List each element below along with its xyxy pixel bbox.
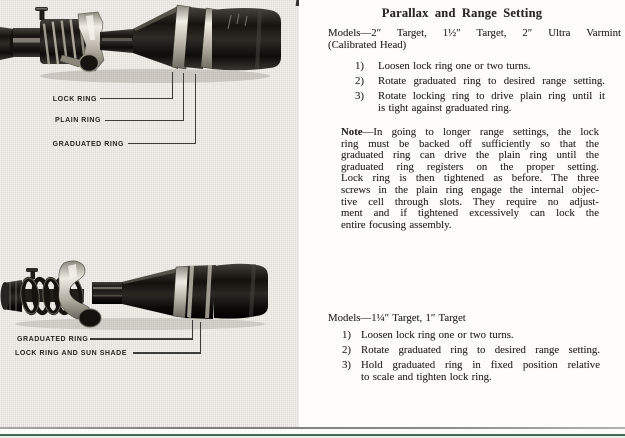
leader-line xyxy=(192,320,193,339)
step-item xyxy=(355,61,605,73)
scope-shadow xyxy=(40,69,270,83)
step-text: to scale and tighten lock ring. xyxy=(361,370,492,383)
step-item xyxy=(342,345,600,357)
step-number: 2) xyxy=(355,75,364,88)
leader-line xyxy=(133,352,201,353)
step-text: is tight against graduated ring. xyxy=(378,101,512,114)
page-title: Parallax and Range Setting xyxy=(381,6,543,20)
step-number: 3) xyxy=(355,90,364,103)
leader-line xyxy=(200,322,201,353)
step-number: 1) xyxy=(342,329,351,341)
models-line: Models—1¼″ Target, 1″ Target xyxy=(328,312,466,324)
step-item xyxy=(355,76,605,88)
leader-line xyxy=(195,74,196,144)
label-plain-ring: PLAIN RING xyxy=(55,116,101,124)
step-item xyxy=(342,360,600,383)
note-line: ring must be backed off sufficiently so that the xyxy=(341,137,599,150)
step-text: Rotate locking ring to drive plain ring until it xyxy=(378,90,605,103)
note-line: graduated ring can drive the plain ring until the xyxy=(341,149,599,162)
step-text: Loosen lock ring one or two turns. xyxy=(361,329,514,341)
bottom-scope-photo xyxy=(0,252,297,337)
step-number: 2) xyxy=(342,344,351,357)
leader-line xyxy=(172,72,173,99)
photo-panel xyxy=(0,0,299,427)
models-line: Models—2″ Target, 1½″ Target, 2″ Ultra Varmint xyxy=(328,27,621,39)
note-line: Note—In going to longer range settings, the lock xyxy=(341,126,599,138)
scope-shadow xyxy=(15,318,265,330)
top-screw xyxy=(35,7,48,20)
step-text: Rotate graduated ring to desired range setting. xyxy=(361,344,600,357)
label-lock-ring-sun-shade: LOCK RING AND SUN SHADE xyxy=(15,349,127,357)
note-line: screws in the plain ring engage the internal objec- xyxy=(341,183,599,196)
note-line: ment and if tightened excessively can lock the xyxy=(341,207,599,220)
step-text: Loosen lock ring one or two turns. xyxy=(378,60,531,72)
note-line: Lock ring is then tightened as before. The three xyxy=(341,172,599,185)
label-lock-ring: LOCK RING xyxy=(52,95,97,103)
step-number: 1) xyxy=(355,60,364,72)
note-line: entire focusing assembly. xyxy=(341,218,452,231)
note-line: tive cell through slots. They require no adjust- xyxy=(341,195,599,208)
leader-line xyxy=(90,338,193,339)
instructions-column xyxy=(299,0,625,427)
steps-list-a xyxy=(355,61,605,118)
note-label: Note xyxy=(341,126,363,138)
models-heading-a xyxy=(328,28,621,51)
models-heading-b xyxy=(328,313,621,325)
leader-line xyxy=(105,120,184,121)
step-text: Hold graduated ring in fixed position relative xyxy=(361,359,600,372)
adjust-knob xyxy=(80,55,99,72)
label-graduated-ring-2: GRADUATED RING xyxy=(17,335,89,343)
step-item xyxy=(355,91,605,114)
leader-line xyxy=(100,98,173,99)
objective-cone xyxy=(133,6,178,69)
steps-list-b xyxy=(342,330,600,387)
leader-line xyxy=(183,73,184,120)
adjust-knob xyxy=(79,309,101,327)
sunshade-barrel xyxy=(214,264,268,319)
models-line: (Calibrated Head) xyxy=(328,38,407,51)
note-paragraph xyxy=(341,127,599,231)
top-scope-photo xyxy=(0,0,297,160)
step-item xyxy=(342,330,600,342)
step-text: Rotate graduated ring to desired range setting. xyxy=(378,75,605,88)
note-line: graduated ring registers on the proper setting. xyxy=(341,160,599,173)
leader-line xyxy=(128,143,196,144)
step-number: 3) xyxy=(342,359,351,372)
label-graduated-ring: GRADUATED RING xyxy=(52,140,124,148)
